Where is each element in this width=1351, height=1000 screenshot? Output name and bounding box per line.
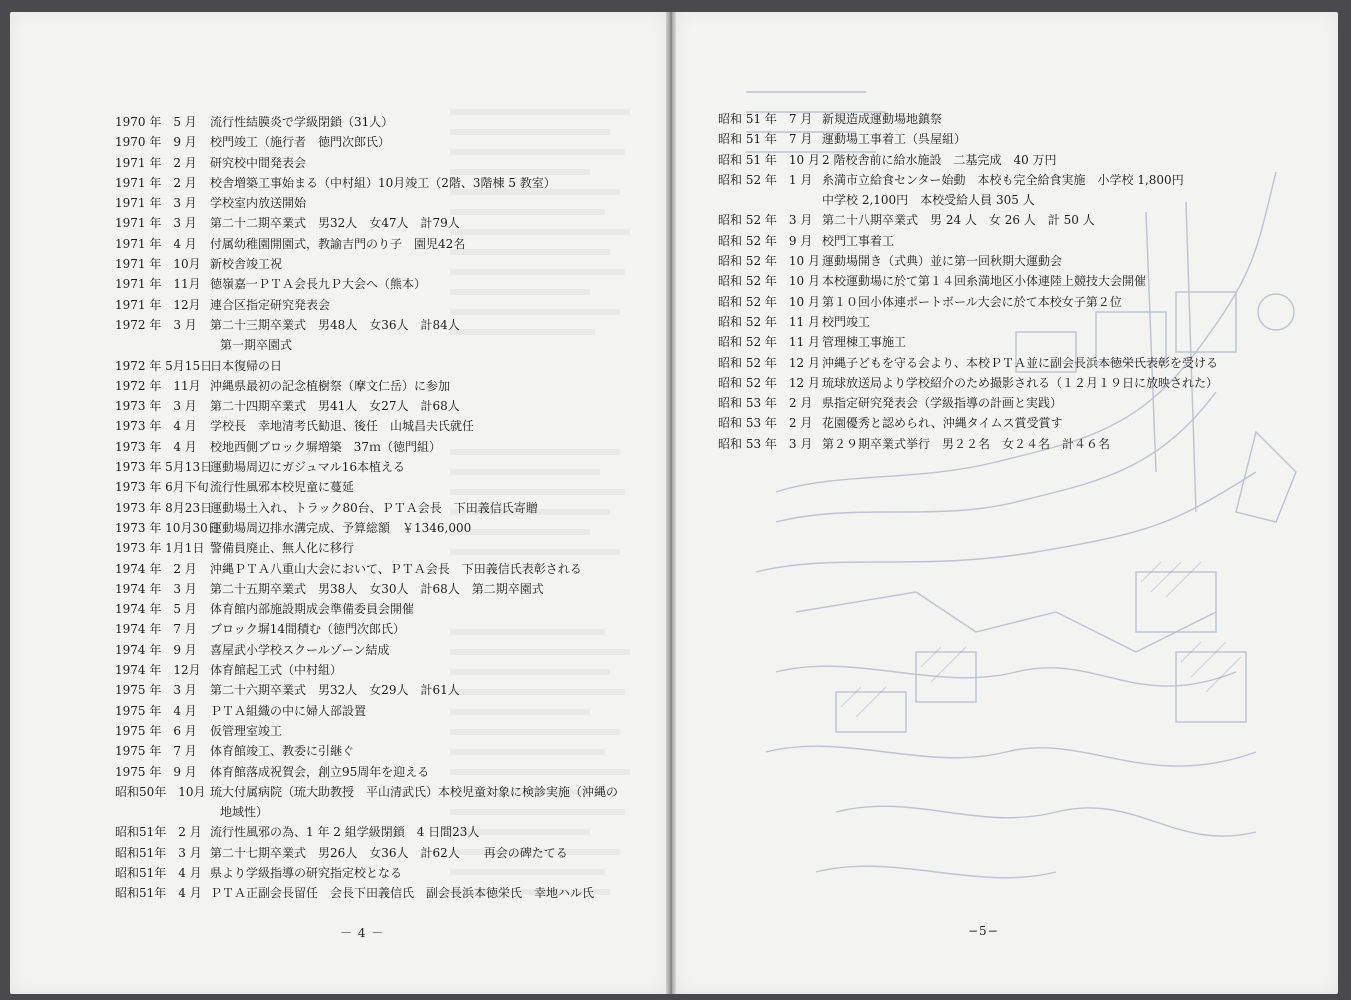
chronology-entry <box>115 822 655 842</box>
entry-text: ＰＴＡ組織の中に婦人部設置 <box>210 703 367 718</box>
chronology-entry <box>718 231 1318 251</box>
chronology-entry <box>115 782 655 802</box>
chronology-entry <box>718 292 1318 312</box>
entry-text: ブロック塀14間積む（徳門次郎氏） <box>210 622 406 637</box>
entry-text: 流行性風邪の為、1 年 2 組学級閉鎖 4 日間23人 <box>210 825 480 840</box>
chronology-entry <box>115 498 655 518</box>
chronology-entry <box>718 434 1318 454</box>
entry-date: 昭和 52 年 10 月 <box>718 294 820 309</box>
entry-text: 第一期卒園式 <box>220 338 293 353</box>
entry-date: 1973 年 8月23日 <box>115 500 213 515</box>
entry-date: 昭和 53 年 2 月 <box>718 416 813 431</box>
entry-date: 1973 年 4 月 <box>115 439 197 454</box>
entry-text: ＰＴＡ正副会長留任 会長下田義信氏 副会長浜本徳栄氏 幸地ハル氏 <box>210 886 595 901</box>
entry-date: 1972 年 3 月 <box>115 317 197 332</box>
entry-text: 体育館内部施設期成会準備委員会開催 <box>210 602 415 617</box>
entry-date: 1974 年 9 月 <box>115 642 197 657</box>
entry-text: 学校長 幸地清考氏勧退、後任 山城昌夫氏就任 <box>210 419 475 434</box>
chronology-entry <box>115 660 655 680</box>
chronology-entry <box>115 295 655 315</box>
entry-date: 昭和 51 年 7 月 <box>718 132 813 147</box>
entry-date: 昭和51年 2 月 <box>115 825 202 840</box>
entry-date: 1974 年 5 月 <box>115 602 197 617</box>
chronology-entry <box>115 640 655 660</box>
entry-text: 連合区指定研究発表会 <box>210 297 331 312</box>
entry-date: 昭和 52 年 11 月 <box>718 335 820 350</box>
entry-date: 1973 年 6月下旬 <box>115 480 209 495</box>
chronology-entry <box>115 802 655 822</box>
chronology-entry <box>115 132 655 152</box>
chronology-entry <box>115 254 655 274</box>
chronology-entry <box>718 373 1318 393</box>
chronology-entry <box>115 721 655 741</box>
entry-date: 1973 年 1月1日 <box>115 541 205 556</box>
entry-text: 運動場工事着工（呉屋組） <box>822 132 967 147</box>
entry-text: 流行性結膜炎で学級閉鎖（31人） <box>210 115 394 129</box>
entry-date: 1971 年 3 月 <box>115 196 197 211</box>
chronology-entry <box>115 315 655 335</box>
chronology-entry <box>718 393 1318 413</box>
chronology-entry <box>115 518 655 538</box>
entry-text: 沖縄子どもを守る会より、本校ＰＴＡ並に副会長浜本徳栄氏表彰を受ける <box>822 355 1219 370</box>
entry-text: 琉球放送局より学校紹介のため撮影される（１２月１９日に放映された） <box>822 375 1219 390</box>
entry-text: 第二十八期卒業式 男 24 人 女 26 人 計 50 人 <box>822 213 1095 228</box>
entry-date: 昭和 51 年 10 月 <box>718 152 820 167</box>
entry-text: 校舎増築工事始まる（中村組）10月竣工（2階、3階棟 5 教室） <box>210 175 556 190</box>
chronology-entry <box>115 173 655 193</box>
entry-text: 本校運動場に於て第１４回糸満地区小体連陸上競技大会開催 <box>822 274 1147 289</box>
entry-text: 花園優秀と認められ、沖縄タイムス賞受賞す <box>822 416 1063 431</box>
chronology-entry <box>718 271 1318 291</box>
entry-text: 新校舎竣工祝 <box>210 257 283 272</box>
entry-text: 研究校中間発表会 <box>210 155 307 170</box>
page-number-left: － 4 － <box>340 926 385 940</box>
entry-text: 付属幼稚園開園式，教諭吉門のり子 園児42名 <box>210 236 466 251</box>
entry-date: 昭和 53 年 3 月 <box>718 436 813 451</box>
right-page <box>676 12 1338 994</box>
entry-text: 日本復帰の日 <box>210 358 283 373</box>
entry-date: 1973 年 4 月 <box>115 419 197 434</box>
chronology-entry <box>718 109 1318 129</box>
entry-date: 1971 年 2 月 <box>115 175 197 190</box>
chronology-entry <box>115 335 655 355</box>
entry-date: 1974 年 3 月 <box>115 581 197 596</box>
entry-text: 第二十六期卒業式 男32人 女29人 計61人 <box>210 683 460 698</box>
entry-date: 昭和 52 年 10 月 <box>718 254 820 269</box>
chronology-list-right <box>718 109 1318 454</box>
entry-text: 2 階校舎前に給水施設 二基完成 40 万円 <box>822 152 1057 167</box>
chronology-entry <box>115 680 655 700</box>
entry-date: 昭和 53 年 2 月 <box>718 396 813 411</box>
chronology-entry <box>115 863 655 883</box>
entry-text: 校門竣工 <box>822 314 871 329</box>
entry-date: 1971 年 12月 <box>115 297 201 312</box>
entry-date: 1975 年 4 月 <box>115 703 197 718</box>
entry-date: 昭和 52 年 10 月 <box>718 274 820 289</box>
chronology-entry <box>115 376 655 396</box>
entry-text: 琉大付属病院（琉大助教授 平山清武氏）本校児童対象に検診実施（沖縄の <box>210 784 619 799</box>
entry-text: 沖縄ＰＴＡ八重山大会において、ＰＴＡ会長 下田義信氏表彰される <box>210 561 582 576</box>
chronology-entry <box>115 416 655 436</box>
entry-text: 運動場開き（式典）並に第一回秋期大運動会 <box>822 254 1063 269</box>
entry-text: 沖縄県最初の記念植樹祭（摩文仁岳）に参加 <box>210 378 451 393</box>
entry-date: 1974 年 2 月 <box>115 561 197 576</box>
entry-date: 昭和 52 年 12 月 <box>718 375 820 390</box>
entry-date: 1975 年 9 月 <box>115 764 197 779</box>
chronology-entry <box>115 559 655 579</box>
entry-date: 昭和51年 4 月 <box>115 865 202 880</box>
entry-text: 流行性風邪本校児童に蔓延 <box>210 480 355 495</box>
entry-text: 第１０回小体連ポートボール大会に於て本校女子第２位 <box>822 294 1122 309</box>
chronology-entry <box>115 396 655 416</box>
entry-date: 1971 年 3 月 <box>115 216 197 231</box>
chronology-entry <box>115 477 655 497</box>
chronology-entry <box>115 579 655 599</box>
chronology-entry <box>718 190 1318 210</box>
entry-text: 第二十七期卒業式 男26人 女36人 計62人 再会の碑たてる <box>210 845 568 860</box>
entry-text: 学校室内放送開始 <box>210 196 307 211</box>
chronology-entry <box>718 413 1318 433</box>
book-gutter <box>666 12 676 994</box>
entry-date: 昭和 52 年 9 月 <box>718 233 813 248</box>
entry-text: 第２９期卒業式挙行 男２２名 女２４名 計４６名 <box>822 436 1111 451</box>
chronology-entry <box>115 883 655 903</box>
entry-text: 県より学級指導の研究指定校となる <box>210 865 403 880</box>
entry-text: 第二十五期卒業式 男38人 女30人 計68人 第二期卒園式 <box>210 581 544 596</box>
entry-text: 第二十四期卒業式 男41人 女27人 計68人 <box>210 399 460 414</box>
entry-date: 昭和 52 年 11 月 <box>718 314 820 329</box>
chronology-entry <box>115 599 655 619</box>
entry-date: 昭和 51 年 7 月 <box>718 112 813 126</box>
entry-text: 校門工事着工 <box>822 233 895 248</box>
entry-text: 運動場土入れ、トラック80台、ＰＴＡ会長 下田義信氏寄贈 <box>210 500 538 515</box>
entry-text: 喜屋武小学校スクールゾーン結成 <box>210 642 390 657</box>
entry-date: 1971 年 2 月 <box>115 155 197 170</box>
chronology-entry <box>115 619 655 639</box>
chronology-entry <box>115 153 655 173</box>
entry-date: 昭和51年 4 月 <box>115 886 202 901</box>
chronology-entry <box>718 353 1318 373</box>
entry-text: 運動場周辺排水溝完成、予算総額 ￥1346,000 <box>210 520 472 535</box>
left-page <box>10 12 666 994</box>
entry-date: 1972 年 5月15日 <box>115 358 213 373</box>
entry-date: 1973 年 5月13日 <box>115 460 213 475</box>
entry-text: 校地西側ブロック塀増築 37ｍ（徳門組） <box>210 439 442 454</box>
chronology-entry <box>115 112 655 132</box>
entry-date: 1973 年 3 月 <box>115 399 197 414</box>
chronology-entry <box>115 457 655 477</box>
chronology-entry <box>115 741 655 761</box>
entry-date: 昭和51年 3 月 <box>115 845 202 860</box>
entry-date: 1971 年 11月 <box>115 277 201 292</box>
entry-text: 地域性） <box>220 805 269 820</box>
entry-text: 運動場周辺にガジュマル16本植える <box>210 460 406 475</box>
entry-date: 1975 年 6 月 <box>115 723 197 738</box>
entry-date: 1975 年 7 月 <box>115 744 197 759</box>
chronology-list-left <box>115 112 655 904</box>
entry-date: 1973 年 10月30日 <box>115 520 220 535</box>
page-number-right: −5− <box>968 924 999 938</box>
chronology-entry <box>115 762 655 782</box>
entry-text: 県指定研究発表会（学級指導の計画と実践） <box>822 396 1063 411</box>
chronology-entry <box>115 234 655 254</box>
entry-date: 昭和 52 年 1 月 <box>718 172 813 187</box>
entry-text: 体育館竣工、教委に引継ぐ <box>210 744 355 759</box>
chronology-entry <box>718 312 1318 332</box>
entry-date: 1972 年 11月 <box>115 378 201 393</box>
entry-date: 1974 年 7 月 <box>115 622 197 637</box>
entry-text: 体育館落成祝賀会，創立95周年を迎える <box>210 764 430 779</box>
chronology-entry <box>115 274 655 294</box>
chronology-entry <box>718 170 1318 190</box>
chronology-entry <box>718 251 1318 271</box>
entry-text: 中学校 2,100円 本校受給人員 305 人 <box>822 193 1035 208</box>
chronology-entry <box>115 213 655 233</box>
entry-text: 校門竣工（施行者 徳門次郎氏） <box>210 135 391 150</box>
entry-date: 1971 年 4 月 <box>115 236 197 251</box>
entry-date: 1971 年 10月 <box>115 257 201 272</box>
entry-text: 仮管理室竣工 <box>210 723 283 738</box>
entry-date: 1975 年 3 月 <box>115 683 197 698</box>
entry-text: 警備員廃止、無人化に移行 <box>210 541 355 556</box>
entry-text: 管理棟工事施工 <box>822 335 907 350</box>
chronology-entry <box>115 437 655 457</box>
entry-date: 昭和 52 年 3 月 <box>718 213 813 228</box>
chronology-entry <box>115 193 655 213</box>
chronology-entry <box>115 843 655 863</box>
chronology-entry <box>718 150 1318 170</box>
entry-date: 1970 年 9 月 <box>115 135 197 150</box>
chronology-entry <box>718 129 1318 149</box>
entry-text: 徳嶺嘉一ＰＴＡ会長九Ｐ大会へ（熊本） <box>210 277 427 292</box>
entry-date: 昭和 52 年 12 月 <box>718 355 820 370</box>
entry-date: 昭和50年 10月 <box>115 784 206 799</box>
entry-text: 新規造成運動場地鎮祭 <box>822 112 943 126</box>
entry-date: 1974 年 12月 <box>115 663 201 678</box>
entry-text: 第二十三期卒業式 男48人 女36人 計84人 <box>210 317 460 332</box>
entry-text: 糸満市立給食センター始動 本校も完全給食実施 小学校 1,800円 <box>822 172 1184 187</box>
chronology-entry <box>115 701 655 721</box>
chronology-entry <box>718 332 1318 352</box>
chronology-entry <box>115 538 655 558</box>
entry-text: 体育館起工式（中村組） <box>210 663 343 678</box>
entry-date: 1970 年 5 月 <box>115 115 197 129</box>
entry-text: 第二十二期卒業式 男32人 女47人 計79人 <box>210 216 460 231</box>
chronology-entry <box>718 210 1318 230</box>
chronology-entry <box>115 356 655 376</box>
